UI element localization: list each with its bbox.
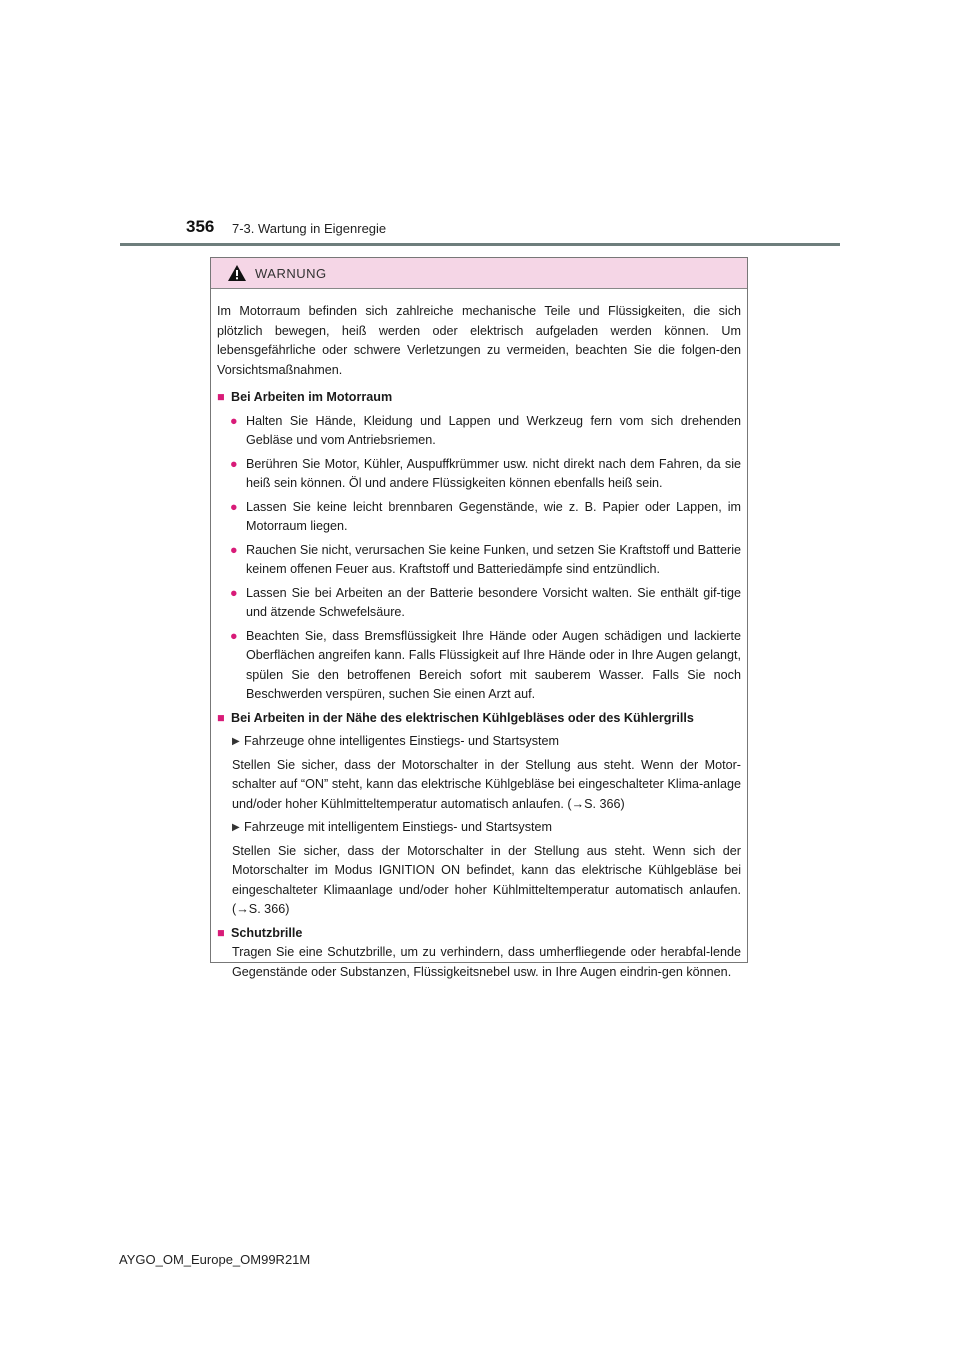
header-rule [120, 243, 840, 246]
sub-heading-with-smart-entry [232, 818, 741, 838]
sub-heading-without-smart-entry [232, 732, 741, 752]
section-heading-text: Bei Arbeiten im Motorraum [231, 390, 393, 404]
list-item [230, 455, 741, 494]
footer-doc-id: AYGO_OM_Europe_OM99R21M [119, 1252, 311, 1267]
square-bullet-icon: ■ [217, 390, 225, 404]
triangle-right-icon: ▶ [232, 736, 240, 747]
warning-body [211, 289, 747, 982]
page-number: 356 [186, 217, 215, 236]
list-item-text: Beachten Sie, dass Bremsflüssigkeit Ihre Hände oder Augen schädigen und lackierte Oberflächen angreifen kann. Falls Flüssigkeit auf Ihre Hände oder in Ihre Augen gelangt, spülen Sie den betroffenen Bereich sofort mit sauberem Wasser. Falls Sie noch Beschwerden verspüren, suchen Sie einen Arzt auf. [246, 628, 741, 701]
warning-title: WARNUNG [255, 265, 327, 281]
list-item [230, 498, 741, 537]
warning-intro: Im Motorraum befinden sich zahlreiche mechanische Teile und Flüssigkeiten, die sich plötzlich bewegen, heiß werden oder elektrisch aufgeladen werden können. Um lebensgefährliche oder schwere Verletzungen zu vermeiden, beachten Sie die folgen-den Vorsichtsmaßnahmen. [217, 304, 741, 377]
square-bullet-icon: ■ [217, 710, 225, 725]
round-bullet-icon: ● [230, 628, 238, 643]
square-bullet-icon: ■ [217, 925, 225, 940]
round-bullet-icon: ● [230, 542, 238, 557]
list-item [230, 627, 741, 705]
round-bullet-icon: ● [230, 413, 238, 428]
list-item-text: Berühren Sie Motor, Kühler, Auspuffkrümmer usw. nicht direkt nach dem Fahren, da sie heiß sein können. Öl und andere Flüssigkeiten können ebenfalls heiß sein. [246, 456, 741, 490]
triangle-right-icon: ▶ [232, 822, 240, 833]
sub-text-without-smart-entry: Stellen Sie sicher, dass der Motorschalter in der Stellung aus steht. Wenn der Motor-schalter auf “ON” steht, kann das elektrische Kühlgebläse bei eingeschalteter Klima-anlage und/oder hoher Kühlmitteltemperatur automatisch anlaufen. (→S. 366) [232, 757, 741, 811]
warning-box [210, 257, 748, 979]
section-heading-motorraum [217, 388, 741, 408]
section-heading-text: Bei Arbeiten in der Nähe des elektrischen Kühlgebläses oder des Kühlergrills [231, 710, 694, 725]
warning-triangle-icon [227, 264, 247, 282]
list-item-text: Lassen Sie keine leicht brennbaren Gegenstände, wie z. B. Papier oder Lappen, im Motorraum liegen. [246, 499, 741, 533]
list-item [230, 584, 741, 623]
round-bullet-icon: ● [230, 499, 238, 514]
sub-text-with-smart-entry: Stellen Sie sicher, dass der Motorschalter in der Stellung aus steht. Wenn sich der Motorschalter im Modus IGNITION ON befindet, kann das elektrische Kühlgebläse bei eingeschalteter Klimaanlage und/oder hoher Kühlmitteltemperatur automatisch anlaufen. (→S. 366) [232, 843, 741, 916]
list-item-text: Lassen Sie bei Arbeiten an der Batterie besondere Vorsicht walten. Sie enthält gif-tige und ätzende Schwefelsäure. [246, 585, 741, 619]
list-item-text: Halten Sie Hände, Kleidung und Lappen und Werkzeug fern vom sich drehenden Gebläse und vom Antriebsriemen. [246, 413, 741, 447]
section-heading-text: Schutzbrille [231, 925, 303, 940]
section-heading-schutzbrille [217, 924, 741, 944]
list-item-text: Rauchen Sie nicht, verursachen Sie keine Funken, und setzen Sie Kraftstoff und Batterie keinem offenen Feuer aus. Kraftstoff und Batteriedämpfe sind entzündlich. [246, 542, 741, 576]
list-item [230, 412, 741, 451]
warning-header [211, 258, 747, 289]
round-bullet-icon: ● [230, 456, 238, 471]
sub-heading-text: Fahrzeuge mit intelligentem Einstiegs- und Startsystem [244, 820, 552, 834]
section-title: 7-3. Wartung in Eigenregie [232, 221, 387, 236]
sub-heading-text: Fahrzeuge ohne intelligentes Einstiegs- und Startsystem [244, 734, 560, 748]
schutzbrille-text: Tragen Sie eine Schutzbrille, um zu verhindern, dass umherfliegende oder herabfal-lende Gegenstände oder Substanzen, Flüssigkeitsnebel usw. in Ihre Augen eindrin-gen können. [232, 945, 741, 979]
section-heading-kuehlgeblaese [217, 709, 741, 729]
round-bullet-icon: ● [230, 585, 238, 600]
list-item [230, 541, 741, 580]
